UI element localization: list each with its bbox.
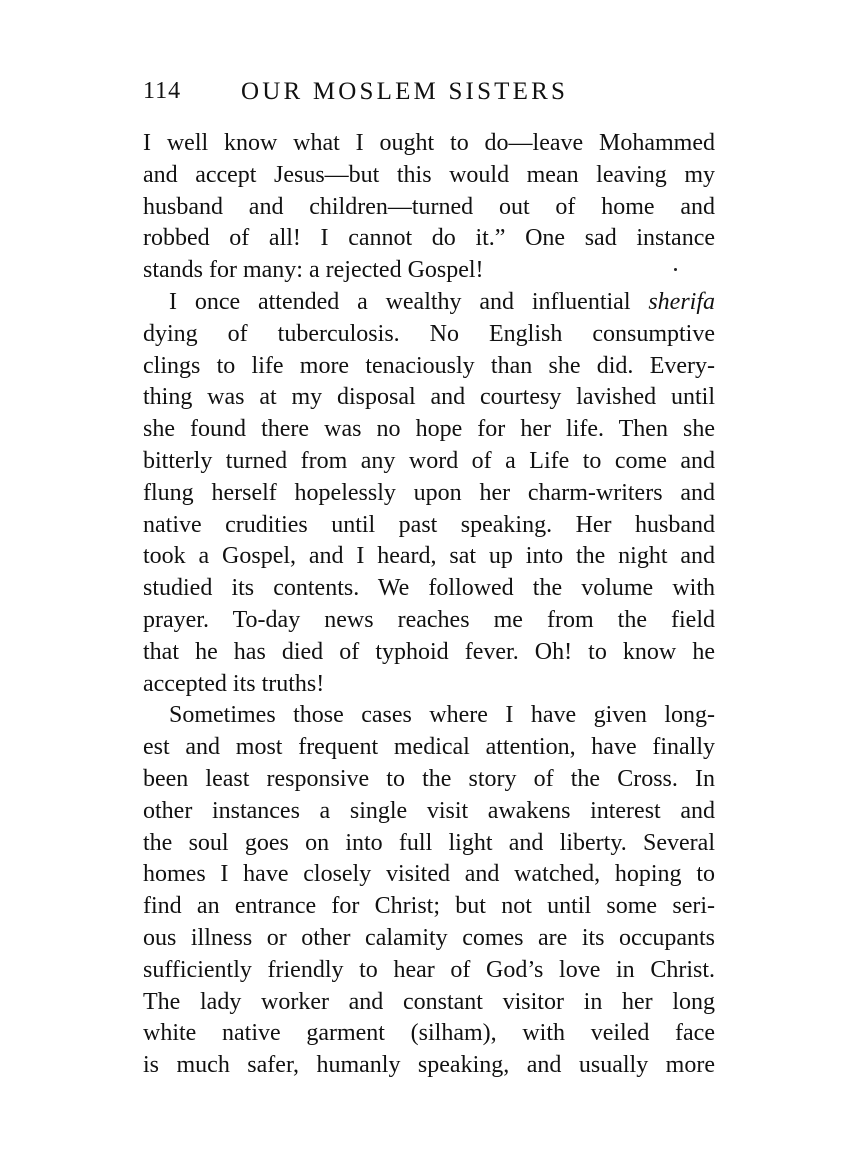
body-text <box>143 128 715 1082</box>
text-line: stands for many: a rejected Gospel! <box>143 257 484 284</box>
text-line: est and most frequent medical attention, have finally <box>143 734 715 761</box>
paragraph-start-line: Sometimes those cases where I have given long- <box>169 702 715 729</box>
text-line: white native garment (silham), with veiled face <box>143 1020 715 1047</box>
text-run: I once attended a wealthy and influential <box>169 288 649 315</box>
paragraph-start-line <box>143 287 715 319</box>
text-line: the soul goes on into full light and liberty. Several <box>143 829 715 856</box>
text-line: studied its contents. We followed the volume with <box>143 575 715 602</box>
text-line: took a Gospel, and I heard, sat up into the night and <box>143 543 715 570</box>
text-line: prayer. To-day news reaches me from the field <box>143 606 715 633</box>
text-line: homes I have closely visited and watched, hoping to <box>143 861 715 888</box>
text-line: find an entrance for Christ; but not until some seri- <box>143 893 715 920</box>
running-title: OUR MOSLEM SISTERS <box>241 78 569 105</box>
text-line: been least responsive to the story of the Cross. In <box>143 765 715 792</box>
text-line: sufficiently friendly to hear of God’s love in Christ. <box>143 956 715 983</box>
text-line: she found there was no hope for her life. Then she <box>143 416 715 443</box>
text-line: dying of tuberculosis. No English consumptive <box>143 320 715 347</box>
text-line: I well know what I ought to do—leave Mohammed <box>143 130 715 156</box>
text-line: flung herself hopelessly upon her charm-writers and <box>143 479 715 506</box>
text-line: other instances a single visit awakens interest and <box>143 797 715 824</box>
text-line: husband and children—turned out of home and <box>143 193 715 220</box>
running-head <box>143 78 715 110</box>
page-number: 114 <box>143 78 182 104</box>
text-line: bitterly turned from any word of a Life to come and <box>143 447 715 474</box>
text-line: ous illness or other calamity comes are its occupants <box>143 924 715 951</box>
text-line: thing was at my disposal and courtesy lavished until <box>143 384 715 411</box>
text-line: and accept Jesus—but this would mean leaving my <box>143 161 715 188</box>
text-line: is much safer, humanly speaking, and usually more <box>143 1052 715 1079</box>
text-line: The lady worker and constant visitor in her long <box>143 988 715 1015</box>
text-line: robbed of all! I cannot do it.” One sad instance <box>143 225 715 252</box>
text-line: that he has died of typhoid fever. Oh! to know he <box>143 638 715 665</box>
stray-print-mark <box>674 268 677 271</box>
text-line: accepted its truths! <box>143 670 325 697</box>
italic-term: sherifa <box>648 288 715 315</box>
text-line: clings to life more tenaciously than she did. Every- <box>143 352 715 379</box>
text-line: native crudities until past speaking. Her husband <box>143 511 715 538</box>
